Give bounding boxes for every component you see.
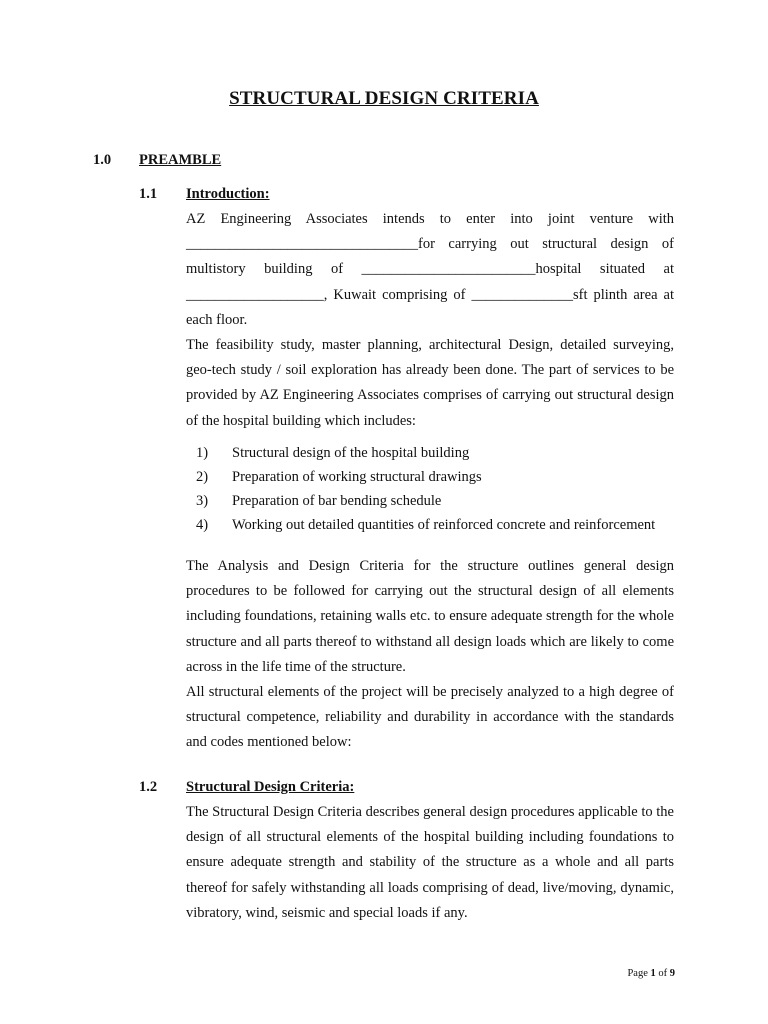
intro-paragraph-4: All structural elements of the project will be precisely analyzed to a high degree of structural competence, reliability and durability in accordance with the standards and codes mentioned below: <box>186 684 674 751</box>
page-total: 9 <box>669 968 675 979</box>
list-item <box>196 445 674 462</box>
section-number-1-2: 1.2 <box>139 779 158 795</box>
list-item-text: Structural design of the hospital building <box>232 445 470 461</box>
page-of: of <box>658 968 668 979</box>
list-item-text: Working out detailed quantities of reinforced concrete and reinforcement <box>232 517 656 533</box>
section-title-introduction: Introduction: <box>186 186 270 202</box>
page-footer <box>627 968 675 979</box>
services-list <box>196 445 674 541</box>
list-item-number: 3) <box>196 493 209 509</box>
document-title: STRUCTURAL DESIGN CRITERIA <box>229 88 539 109</box>
page-current: 1 <box>650 968 656 979</box>
intro-paragraph-2: The feasibility study, master planning, architectural Design, detailed surveying, geo-tech study / soil exploration has already been done. The part of services to be provided by AZ Engineering Associates comprises of carrying out structural design of the hospital building which includes: <box>186 337 674 429</box>
section-number-1-1: 1.1 <box>139 186 158 202</box>
intro-paragraph-3: The Analysis and Design Criteria for the structure outlines general design procedures to be followed for carrying out the structural design of all elements including foundations, retaining walls etc. to ensure adequate strength for the whole structure and all parts thereof to withstand all design loads which are likely to come across in the life time of the structure. <box>186 558 674 675</box>
list-item-number: 1) <box>196 445 209 461</box>
list-item-number: 2) <box>196 469 209 485</box>
list-item <box>196 517 674 534</box>
page-label: Page <box>627 968 648 979</box>
list-item-text: Preparation of bar bending schedule <box>232 493 442 509</box>
list-item-number: 4) <box>196 517 209 533</box>
section-number-1-0: 1.0 <box>93 152 112 168</box>
list-item-text: Preparation of working structural drawings <box>232 469 482 485</box>
criteria-paragraph-1: The Structural Design Criteria describes general design procedures applicable to the design of all structural elements of the hospital building including foundations to ensure adequate strength and stability of the structure as a whole and all parts thereof for safely withstanding all loads comprising of dead, live/moving, dynamic, vibratory, wind, seismic and special loads if any. <box>186 804 674 921</box>
section-title-preamble: PREAMBLE <box>139 152 222 168</box>
list-item <box>196 493 674 510</box>
list-item <box>196 469 674 486</box>
intro-paragraph-1: AZ Engineering Associates intends to enter into joint venture with ________________________________for carrying out structural design of multistory building of ________________________hospital situated at ___________________, Kuwait comprising of ______________sft plinth area at each floor. <box>186 211 674 328</box>
section-title-structural-design-criteria: Structural Design Criteria: <box>186 779 355 795</box>
